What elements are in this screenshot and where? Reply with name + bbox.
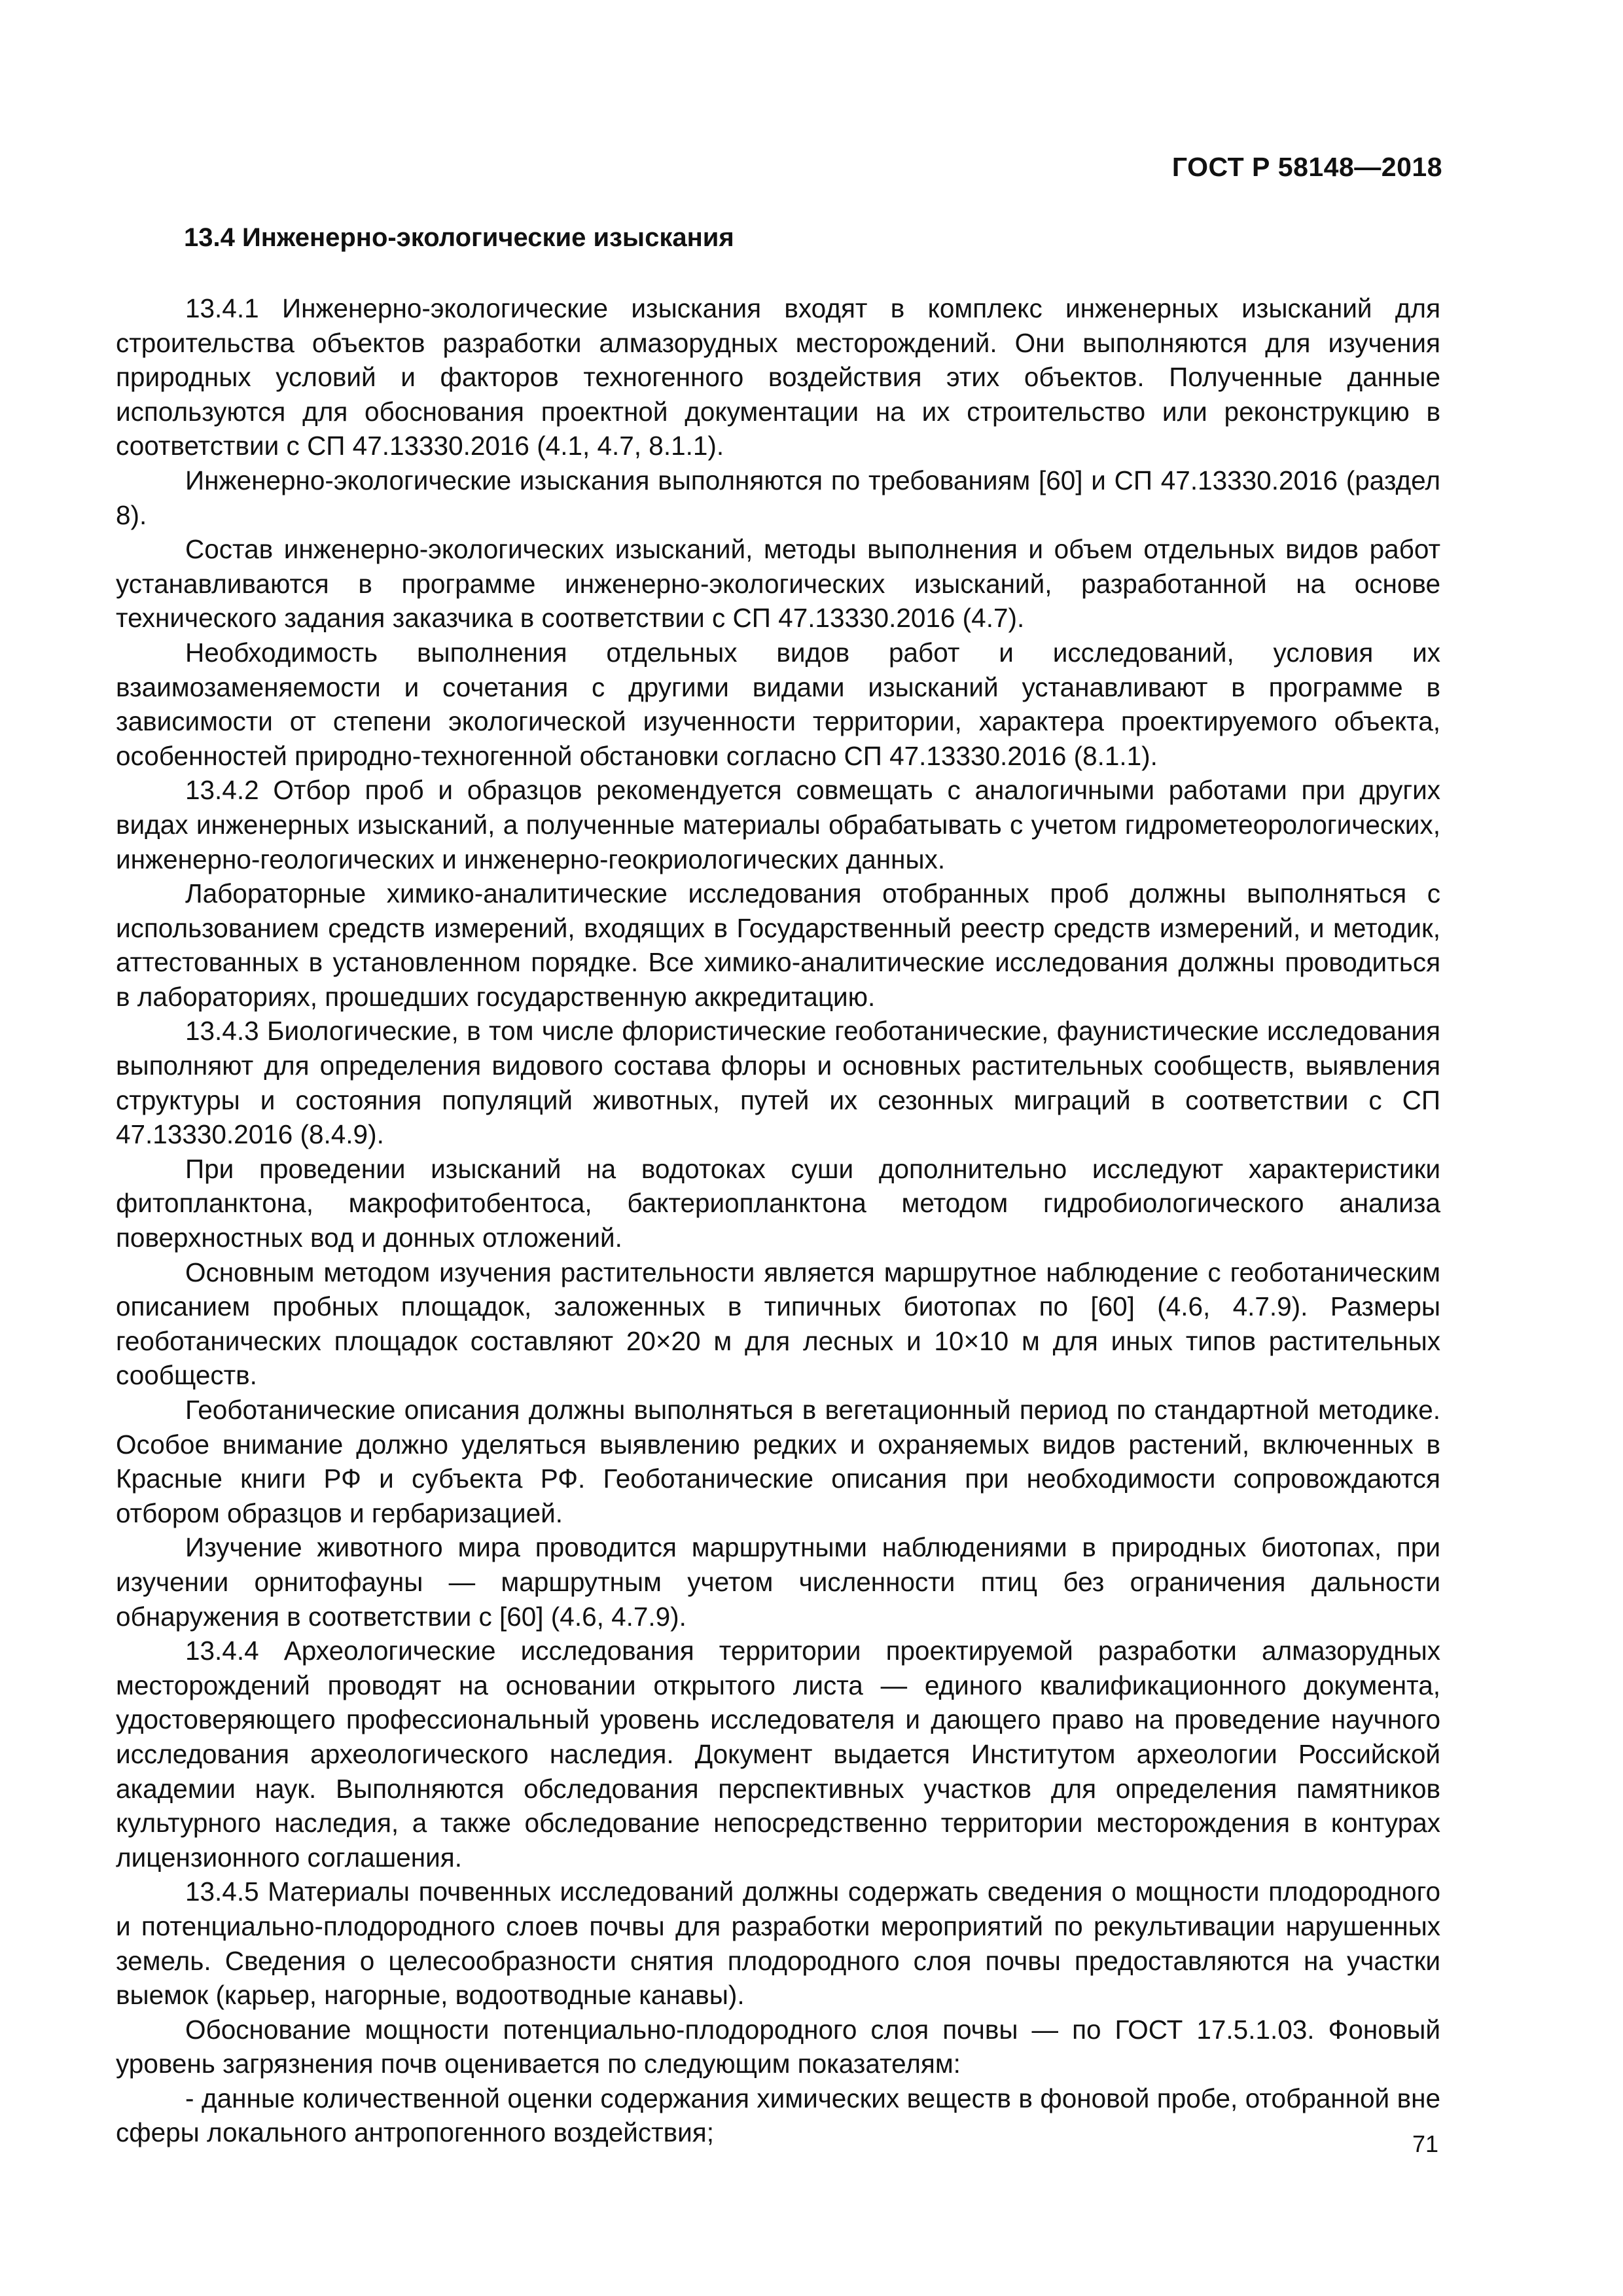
paragraph: 13.4.5 Материалы почвенных исследований должны содержать сведения о мощности плодородного и потенциально-плодородного слоев почвы для разработки мероприятий по рекультивации нарушенных земель. Сведения о целесообразности снятия плодородного слоя почвы предоставляются на участки выемок (карьер, нагорные, водоотводные канавы).: [116, 1876, 1440, 2011]
page-number: 71: [1412, 2130, 1438, 2157]
paragraph: При проведении изысканий на водотоках суши дополнительно исследуют характеристики фитопланктона, макрофитобентоса, бактериопланктона методом гидробиологического анализа поверхностных вод и донных отложений.: [116, 1153, 1440, 1253]
paragraph: Основным методом изучения растительности является маршрутное наблюдение с геоботаническим описанием пробных площадок, заложенных в типичных биотопах по [60] (4.6, 4.7.9). Размеры геоботанических площадок составляют 20×20 м для лесных и 10×10 м для иных типов растительных сообществ.: [116, 1257, 1440, 1391]
paragraph: Лабораторные химико-аналитические исследования отобранных проб должны выполняться с использованием средств измерений, входящих в Государственный реестр средств измерений, и методик, аттестованных в установленном порядке. Все химико-аналитические исследования должны проводиться в лабораториях, прошедших государственную аккредитацию.: [116, 878, 1440, 1012]
paragraph: 13.4.3 Биологические, в том числе флористические геоботанические, фаунистические исследования выполняют для определения видового состава флоры и основных растительных сообществ, выявления структуры и состояния популяций животных, путей их сезонных миграций в соответствии с СП 47.13330.2016 (8.4.9).: [116, 1016, 1440, 1150]
body-text: [116, 291, 1440, 2150]
paragraph: Изучение животного мира проводится маршрутными наблюдениями в природных биотопах, при изучении орнитофауны — маршрутным учетом численности птиц без ограничения дальности обнаружения в соответствии с [60] (4.6, 4.7.9).: [116, 1532, 1440, 1632]
paragraph: 13.4.4 Археологические исследования территории проектируемой разработки алмазорудных месторождений проводят на основании открытого листа — единого квалификационного документа, удостоверяющего профессиональный уровень исследователя и дающего право на проведение научного исследования археологического наследия. Документ выдается Институтом археологии Российской академии наук. Выполняются обследования перспективных участков для определения памятников культурного наследия, а также обследование непосредственно территории месторождения в контурах лицензионного соглашения.: [116, 1636, 1440, 1873]
section-heading: 13.4 Инженерно-экологические изыскания: [184, 223, 734, 252]
page-content: [116, 221, 1440, 2150]
paragraph: Необходимость выполнения отдельных видов работ и исследований, условия их взаимозаменяемости и сочетания с другими видами изысканий устанавливают в программе в зависимости от степени экологической изученности территории, характера проектируемого объекта, особенностей природно-техногенной обстановки согласно СП 47.13330.2016 (8.1.1).: [116, 637, 1440, 771]
paragraph: Состав инженерно-экологических изысканий, методы выполнения и объем отдельных видов работ устанавливаются в программе инженерно-экологических изысканий, разработанной на основе технического задания заказчика в соответствии с СП 47.13330.2016 (4.7).: [116, 534, 1440, 634]
list-item: - данные количественной оценки содержания химических веществ в фоновой пробе, отобранной вне сферы локального антропогенного воздействия;: [116, 2083, 1440, 2148]
paragraph: 13.4.2 Отбор проб и образцов рекомендуется совмещать с аналогичными работами при других видах инженерных изысканий, а полученные материалы обрабатывать с учетом гидрометеорологических, инженерно-геологических и инженерно-геокриологических данных.: [116, 775, 1440, 874]
paragraph: Геоботанические описания должны выполняться в вегетационный период по стандартной методике. Особое внимание должно уделяться выявлению редких и охраняемых видов растений, включенных в Красные книги РФ и субъекта РФ. Геоботанические описания при необходимости сопровождаются отбором образцов и гербаризацией.: [116, 1395, 1440, 1528]
paragraph: Обоснование мощности потенциально-плодородного слоя почвы — по ГОСТ 17.5.1.03. Фоновый уровень загрязнения почв оценивается по следующим показателям:: [116, 2014, 1440, 2079]
paragraph: Инженерно-экологические изыскания выполняются по требованиям [60] и СП 47.13330.2016 (раздел 8).: [116, 465, 1440, 530]
paragraph: 13.4.1 Инженерно-экологические изыскания входят в комплекс инженерных изысканий для строительства объектов разработки алмазорудных месторождений. Они выполняются для изучения природных условий и факторов техногенного воздействия этих объектов. Полученные данные используются для обоснования проектной документации на их строительство или реконструкцию в соответствии с СП 47.13330.2016 (4.1, 4.7, 8.1.1).: [116, 293, 1440, 461]
document-code-header: ГОСТ Р 58148—2018: [1171, 152, 1442, 182]
